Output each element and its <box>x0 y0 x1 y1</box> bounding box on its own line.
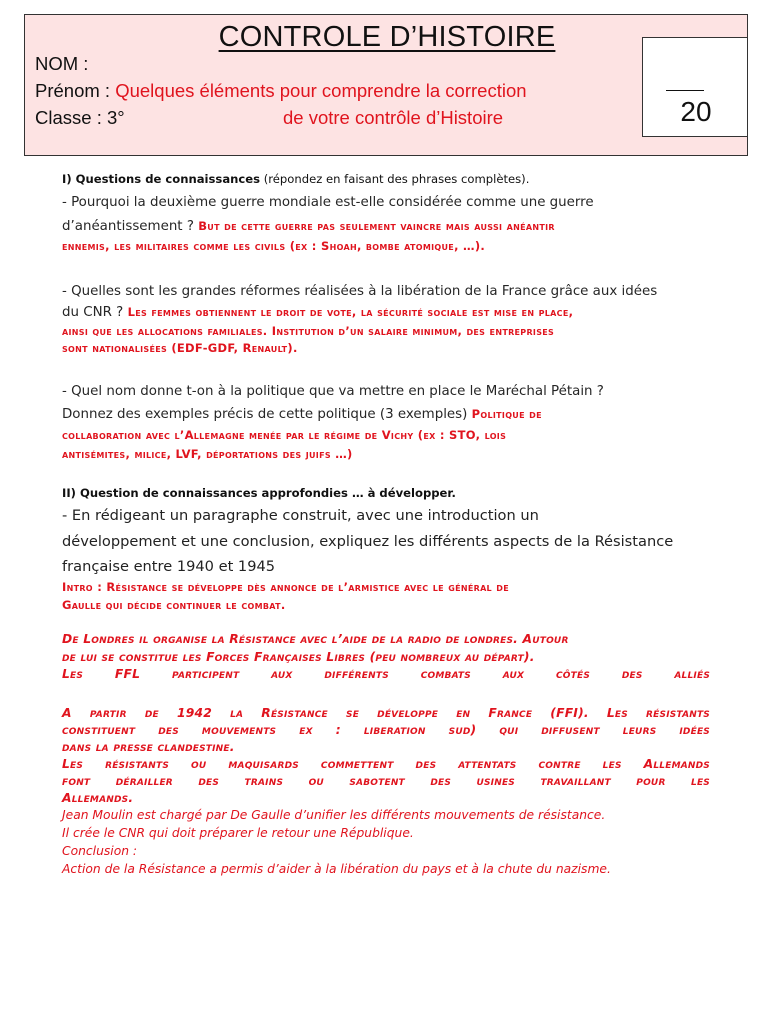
s2-p1-line3: Les FFL participent aux différents combats aux côtés des alliés <box>62 667 710 681</box>
section1-heading-title: I) Questions de connaissances <box>62 172 261 186</box>
score-blank-line <box>666 90 704 91</box>
prenom-value: Quelques éléments pour comprendre la correction <box>115 80 527 101</box>
classe-label: Classe : 3° <box>35 107 125 128</box>
q3-answer-part2: collaboration avec l’Allemagne menée par le régime de Vichy (ex : STO, lois <box>62 428 507 442</box>
prenom-label: Prénom : <box>35 80 111 101</box>
q1-question-end: d’anéantissement ? <box>62 219 194 234</box>
nom-field <box>35 53 88 75</box>
section2-heading <box>62 486 710 500</box>
q3-answer-part3: antisémites, milice, LVF, déportations des juifs …) <box>62 447 353 461</box>
section1-heading-note: (répondez en faisant des phrases complètes). <box>263 172 530 186</box>
s2-intro-line2: Gaulle qui décide continuer le combat. <box>62 598 286 612</box>
s2-p2-line6: Allemands. <box>62 791 134 805</box>
q1-line2 <box>62 218 710 234</box>
q2-answer-part1: Les femmes obtiennent le droit de vote, la sécurité sociale est mise en place, <box>127 305 574 319</box>
q3-line1: - Quel nom donne t-on à la politique que va mettre en place le Maréchal Pétain ? <box>62 384 604 399</box>
q2-answer-part2: ainsi que les allocations familiales. Institution d’un salaire minimum, des entreprises <box>62 324 555 338</box>
q3-line2 <box>62 406 710 422</box>
s2-p2-line2: constituent des mouvements ex : liberation sud) qui diffusent leurs idées <box>62 723 710 737</box>
s2-p1-line2: de lui se constitue les Forces Françaises Libres (peu nombreux au départ). <box>62 650 535 664</box>
s2-conclusion-text: Action de la Résistance a permis d’aider à la libération du pays et à la chute du nazisme. <box>62 862 611 876</box>
classe-field <box>35 107 125 129</box>
q1-answer-part2: ennemis, les militaires comme les civils (ex : Shoah, bombe atomique, …). <box>62 239 486 253</box>
page-title: CONTROLE D’HISTOIRE <box>218 21 556 53</box>
s2-p2-line1: A partir de 1942 la Résistance se développe en France (FFI). Les résistants <box>62 706 710 720</box>
score-box <box>642 37 748 137</box>
q1-line1: - Pourquoi la deuxième guerre mondiale est-elle considérée comme une guerre <box>62 195 594 210</box>
s2-p2-line5: font dérailler des trains ou sabotent des usines travaillant pour les <box>62 774 710 788</box>
q2-answer-part3: sont nationalisées (EDF-GDF, Renault). <box>62 341 298 355</box>
nom-label: NOM : <box>35 53 89 74</box>
q2-line2 <box>62 304 710 320</box>
s2-intro-line1: Intro : Résistance se développe dès annonce de l’armistice avec le général de <box>62 580 509 594</box>
section2-heading-title: II) Question de connaissances approfondies … à développer. <box>62 486 456 500</box>
s2-question-line1: - En rédigeant un paragraphe construit, avec une introduction un <box>62 507 539 524</box>
s2-p1-line1: De Londres il organise la Résistance avec l’aide de la radio de londres. Autour <box>62 632 569 646</box>
s2-p2-line7: Jean Moulin est chargé par De Gaulle d’unifier les différents mouvements de résistance. <box>62 808 606 822</box>
classe-value: de votre contrôle d’Histoire <box>283 107 504 128</box>
s2-conclusion-label: Conclusion : <box>62 844 138 858</box>
q2-question-end: du CNR ? <box>62 305 124 320</box>
header-box <box>24 14 748 156</box>
q3-question-end: Donnez des exemples précis de cette politique (3 exemples) <box>62 407 468 422</box>
q1-answer-part1: But de cette guerre pas seulement vaincre mais aussi anéantir <box>198 219 555 233</box>
s2-question-line3: française entre 1940 et 1945 <box>62 558 276 575</box>
prenom-field <box>35 80 527 102</box>
s2-p2-line3: dans la presse clandestine. <box>62 740 235 754</box>
s2-p2-line4: Les résistants ou maquisards commettent des attentats contre les Allemands <box>62 757 710 771</box>
section1-heading <box>62 172 710 186</box>
q3-answer-part1: Politique de <box>471 407 542 421</box>
s2-question-line2: développement et une conclusion, expliquez les différents aspects de la Résistance <box>62 533 674 550</box>
s2-p2-line8: Il crée le CNR qui doit préparer le retour une République. <box>62 826 414 840</box>
q2-line1: - Quelles sont les grandes réformes réalisées à la libération de la France grâce aux idées <box>62 284 658 299</box>
score-total: 20 <box>680 96 712 127</box>
